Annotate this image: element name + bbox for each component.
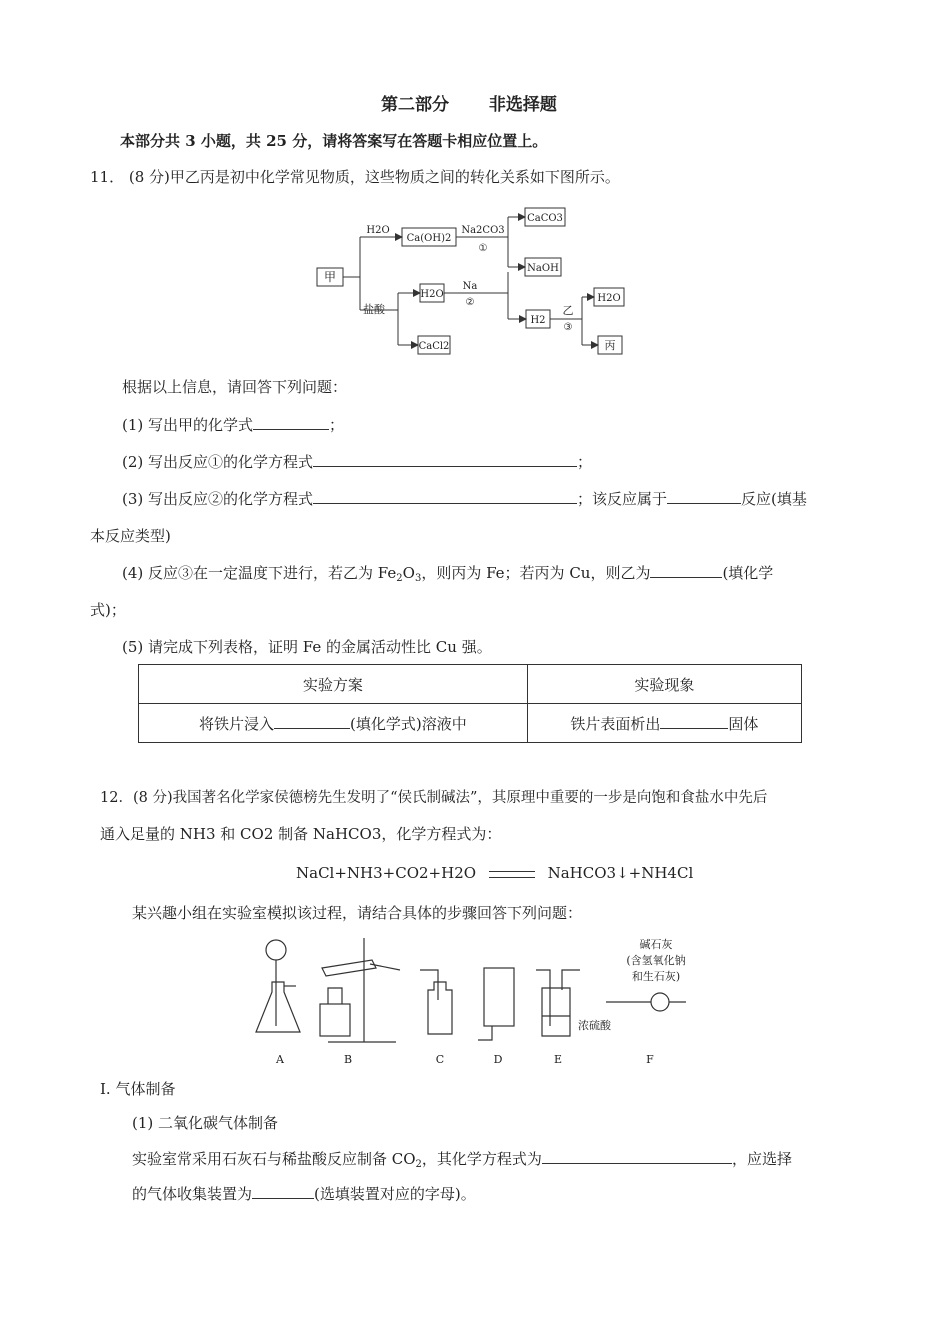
answer-blank-8[interactable]	[542, 1149, 732, 1164]
label-e: E	[553, 1053, 563, 1066]
equation-left: NaCl+NH3+CO2+H2O	[296, 864, 477, 882]
q11-diagram	[300, 200, 650, 360]
table-cell-plan	[139, 704, 528, 743]
label-na: Na	[462, 281, 478, 292]
q11-s4	[122, 562, 773, 584]
label-lime-3: 和生石灰)	[631, 970, 681, 983]
q11-s1	[122, 414, 344, 435]
answer-blank-3[interactable]	[313, 489, 577, 504]
q12-p2	[132, 1183, 476, 1204]
q11-s2	[122, 451, 592, 472]
table-header-phenomenon: 实验现象	[527, 665, 801, 704]
table-cell-plan-a: 将铁片浸入	[198, 714, 274, 733]
part-note: 本部分共 3 小题，共 25 分，请将答案写在答题卡相应位置上。	[120, 132, 548, 150]
apparatus-a-funnel	[266, 940, 286, 960]
table-header-row	[139, 665, 802, 704]
label-circ3: ③	[563, 322, 573, 333]
q12-equation	[296, 864, 693, 882]
q11-s3-cont: 本反应类型)	[90, 527, 171, 545]
q12-section-1: I. 气体制备	[100, 1080, 176, 1098]
box-caoh2: Ca(OH)2	[406, 233, 452, 244]
label-lime-2: (含氢氧化钠	[626, 954, 686, 967]
table-cell-phenomenon	[527, 704, 801, 743]
q11-s1-end: ；	[329, 416, 345, 434]
q12-line2: 通入足量的 NH3 和 CO2 制备 NaHCO3，化学方程式为：	[100, 825, 502, 843]
label-acid: 浓硫酸	[578, 1019, 611, 1032]
q11-s2-end: ；	[577, 453, 593, 471]
q12-p1-text-b: ，其化学方程式为	[421, 1150, 542, 1168]
q11-s1-text: (1) 写出甲的化学式	[122, 416, 254, 434]
answer-blank-1[interactable]	[253, 415, 329, 430]
box-h2: H2	[530, 315, 546, 326]
equation-sign	[489, 871, 535, 878]
box-h2o-mid: H2O	[420, 289, 444, 300]
q11-s3	[122, 488, 807, 509]
q11-intro: 根据以上信息，请回答下列问题：	[122, 378, 348, 396]
q11-s4-text-b: O	[402, 564, 415, 582]
q11-s2-text: (2) 写出反应①的化学方程式	[122, 453, 314, 471]
q11-s3-end: 反应(填基	[741, 490, 807, 508]
box-cacl2: CaCl2	[418, 341, 450, 352]
q12-line1: 12．(8 分)我国著名化学家侯德榜先生发明了“侯氏制碱法”，其原理中重要的一步是向饱和食盐水中先后	[100, 790, 768, 806]
q12-p1-end: ，应选择	[731, 1150, 792, 1168]
apparatus-b-tube	[322, 960, 376, 976]
label-b: B	[343, 1053, 353, 1066]
label-h2o-top: H2O	[366, 225, 390, 236]
label-na2co3: Na2CO3	[461, 225, 505, 236]
answer-blank-5[interactable]	[650, 563, 722, 578]
q11-s4-end: (填化学	[722, 564, 774, 582]
part-title	[381, 90, 557, 115]
q11-s4-text-c: ，则丙为 Fe；若丙为 Cu，则乙为	[421, 564, 651, 582]
box-jia: 甲	[323, 270, 337, 284]
q11-s5: (5) 请完成下列表格，证明 Fe 的金属活动性比 Cu 强。	[122, 638, 492, 656]
answer-blank-4[interactable]	[667, 489, 741, 504]
label-d: D	[493, 1053, 503, 1066]
experiment-table	[138, 664, 802, 743]
q12-p1-text: 实验室常采用石灰石与稀盐酸反应制备 CO	[132, 1150, 416, 1168]
label-c: C	[435, 1053, 445, 1066]
q12-intro: 某兴趣小组在实验室模拟该过程，请结合具体的步骤回答下列问题：	[132, 904, 583, 922]
apparatus-b-burner	[320, 1004, 350, 1036]
apparatus-f-tube	[651, 993, 669, 1011]
label-lime-1: 碱石灰	[639, 938, 673, 951]
box-h2o-right: H2O	[597, 293, 621, 304]
q12-p2-text: 的气体收集装置为	[132, 1185, 253, 1203]
q11-header: 11． (8 分)甲乙丙是初中化学常见物质，这些物质之间的转化关系如下图所示。	[90, 168, 620, 186]
apparatus-a-flask	[256, 982, 300, 1032]
box-caco3: CaCO3	[527, 213, 563, 224]
q11-s4-cont: 式)；	[90, 601, 126, 619]
apparatus-e-bottle	[542, 988, 570, 1036]
answer-blank-6[interactable]	[274, 714, 350, 729]
table-cell-plan-b: (填化学式)溶液中	[350, 714, 467, 733]
answer-blank-9[interactable]	[252, 1184, 314, 1199]
label-a: A	[276, 1053, 284, 1066]
apparatus-c-bottle	[428, 982, 452, 1034]
apparatus-b-stand	[328, 938, 396, 1042]
answer-blank-7[interactable]	[660, 714, 728, 729]
q11-s3-mid: ；该反应属于	[577, 490, 668, 508]
table-header-plan: 实验方案	[139, 665, 528, 704]
label-circ2: ②	[465, 297, 475, 308]
q11-s4-text-a: (4) 反应③在一定温度下进行，若乙为 Fe	[122, 564, 397, 582]
part-title-main: 第二部分	[381, 95, 449, 115]
apparatus-d-bottle	[484, 968, 514, 1026]
label-f: F	[646, 1053, 654, 1066]
answer-blank-2[interactable]	[313, 452, 577, 467]
q12-sub-1: (1) 二氧化碳气体制备	[132, 1114, 279, 1132]
q12-p1-sub: 2	[415, 1159, 422, 1170]
table-cell-phen-a: 铁片表面析出	[570, 714, 661, 733]
table-row	[139, 704, 802, 743]
box-bing: 丙	[604, 339, 616, 352]
apparatus-figure	[240, 930, 710, 1070]
equation-right: NaHCO3↓+NH4Cl	[547, 864, 694, 882]
q11-s4-sub1: 2	[396, 573, 403, 584]
label-yi: 乙	[562, 304, 574, 317]
q12-p2-end: (选填装置对应的字母)。	[314, 1185, 476, 1203]
box-naoh: NaOH	[527, 263, 559, 274]
q11-s3-text: (3) 写出反应②的化学方程式	[122, 490, 314, 508]
part-title-sub: 非选择题	[488, 95, 557, 115]
label-circ1: ①	[478, 243, 488, 254]
table-cell-phen-b: 固体	[728, 714, 759, 733]
q11-s4-sub2: 3	[414, 573, 422, 584]
q12-p1	[132, 1148, 792, 1170]
label-yansuan: 盐酸	[363, 303, 385, 316]
